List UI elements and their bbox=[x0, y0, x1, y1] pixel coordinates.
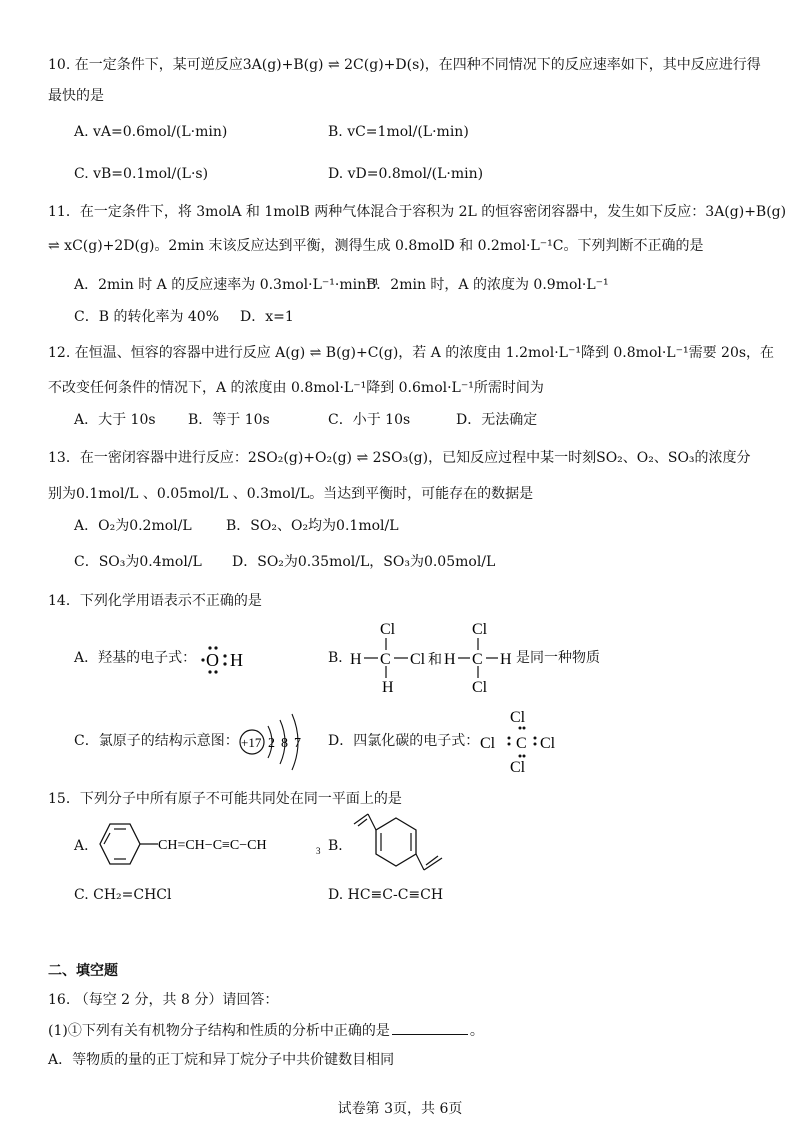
nucleus-charge: +17 bbox=[241, 735, 262, 750]
q15-stem: 15．下列分子中所有原子不可能共同处在同一平面上的是 bbox=[48, 791, 402, 807]
q12-option-c: C．小于 10s bbox=[328, 412, 411, 428]
atom-cl: Cl bbox=[410, 651, 426, 668]
atom-c: C bbox=[472, 651, 483, 668]
q13-option-c: C．SO₃为0.4mol/L bbox=[74, 554, 202, 570]
shell-3-electrons: 7 bbox=[294, 736, 301, 751]
q12-option-d: D．无法确定 bbox=[456, 412, 538, 428]
q10-line1: 10. 在一定条件下，某可逆反应3A(g)+B(g) ⇌ 2C(g)+D(s)，在四种不同情况下的反应速率如下，其中反应进行得 bbox=[48, 57, 761, 73]
hydrogen-atom: H bbox=[230, 650, 243, 670]
q14-option-d-label: D．四氯化碳的电子式： bbox=[328, 733, 480, 749]
atom-cl: Cl bbox=[510, 709, 526, 726]
chlorine-atom-structure-diagram bbox=[236, 712, 316, 772]
q13-line1: 13．在一密闭容器中进行反应：2SO₂(g)+O₂(g) ⇌ 2SO₃(g)，已知反应过程中某一时刻SO₂、O₂、SO₃的浓度分 bbox=[48, 450, 751, 466]
shell-2-electrons: 8 bbox=[281, 736, 288, 751]
q14-option-a-label: A．羟基的电子式： bbox=[74, 650, 197, 666]
q13-option-d: D．SO₂为0.35mol/L，SO₃为0.05mol/L bbox=[232, 554, 496, 570]
q11-option-a: A．2min 时 A 的反应速率为 0.3mol·L⁻¹·min⁻¹ bbox=[74, 277, 380, 293]
shell-1-electrons: 2 bbox=[268, 736, 275, 751]
hydroxyl-electron-formula bbox=[196, 636, 256, 680]
atom-c: C bbox=[516, 735, 527, 752]
q15-option-a-label: A． bbox=[74, 838, 99, 854]
q14-option-c-label: C．氯原子的结构示意图： bbox=[74, 733, 239, 749]
q14-option-b-tail: 是同一种物质 bbox=[516, 650, 600, 666]
q12-line2: 不改变任何条件的情况下，A 的浓度由 0.8mol·L⁻¹降到 0.6mol·L⁻¹所需时间为 bbox=[48, 380, 544, 396]
q14-option-b-label: B． bbox=[328, 650, 353, 666]
q12-line1: 12. 在恒温、恒容的容器中进行反应 A(g) ⇌ B(g)+C(g)，若 A 的浓度由 1.2mol·L⁻¹降到 0.8mol·L⁻¹需要 20s，在 bbox=[48, 345, 775, 361]
section-title-fill-in: 二、填空题 bbox=[48, 963, 118, 979]
q13-option-b: B．SO₂、O₂均为0.1mol/L bbox=[226, 518, 399, 534]
q10-option-b: B. vC=1mol/(L·min) bbox=[328, 124, 469, 140]
q16-line2-text: (1)①下列有关有机物分子结构和性质的分析中正确的是 bbox=[48, 1023, 390, 1039]
atom-cl: Cl bbox=[472, 621, 488, 638]
q15-option-c: C. CH₂=CHCl bbox=[74, 887, 172, 903]
q16-line2-end: 。 bbox=[469, 1023, 484, 1039]
q11-option-b: B．2min 时，A 的浓度为 0.9mol·L⁻¹ bbox=[366, 277, 609, 293]
q10-option-a: A. vA=0.6mol/(L·min) bbox=[74, 124, 228, 140]
and-text: 和 bbox=[428, 653, 442, 668]
q12-option-b: B．等于 10s bbox=[188, 412, 270, 428]
atom-cl: Cl bbox=[472, 679, 488, 696]
side-chain-text: CH=CH−C≡C−CH bbox=[158, 838, 267, 853]
q10-line2: 最快的是 bbox=[48, 88, 104, 104]
q11-line1: 11．在一定条件下，将 3molA 和 1molB 两种气体混合于容积为 2L 的恒容密闭容器中，发生如下反应：3A(g)+B(g) bbox=[48, 204, 787, 220]
atom-h: H bbox=[382, 679, 394, 696]
q15-option-b-label: B． bbox=[328, 838, 353, 854]
atom-cl: Cl bbox=[510, 759, 526, 776]
q14-stem: 14．下列化学用语表示不正确的是 bbox=[48, 593, 262, 609]
atom-cl: Cl bbox=[380, 621, 396, 638]
q11-line2: ⇌ xC(g)+2D(g)。2min 末该反应达到平衡，测得生成 0.8molD 和 0.2mol·L⁻¹C。下列判断不正确的是 bbox=[48, 238, 704, 254]
q13-option-a: A．O₂为0.2mol/L bbox=[74, 518, 192, 534]
atom-h: H bbox=[500, 651, 512, 668]
q10-option-d: D. vD=0.8mol/(L·min) bbox=[328, 166, 484, 182]
q11-option-c: C．B 的转化率为 40% bbox=[74, 309, 220, 325]
q16-line1: 16. （每空 2 分，共 8 分）请回答： bbox=[48, 992, 279, 1008]
methyl-subscript: 3 bbox=[316, 846, 321, 856]
atom-h: H bbox=[350, 651, 362, 668]
oxygen-atom: O bbox=[206, 650, 219, 670]
atom-c: C bbox=[380, 651, 391, 668]
q16-option-a: A．等物质的量的正丁烷和异丁烷分子中共价键数目相同 bbox=[48, 1052, 395, 1068]
page-footer: 试卷第 3页，共 6页 bbox=[337, 1101, 463, 1117]
phenyl-enyne-structure bbox=[96, 816, 326, 876]
q15-option-d: D. HC≡C-C≡CH bbox=[328, 887, 444, 903]
carbon-tetrachloride-electron-formula bbox=[478, 706, 568, 776]
q10-option-c: C. vB=0.1mol/(L·s) bbox=[74, 166, 209, 182]
atom-h: H bbox=[444, 651, 456, 668]
atom-cl: Cl bbox=[540, 735, 556, 752]
divinylbenzene-structure bbox=[350, 808, 470, 878]
q13-line2: 别为0.1mol/L 、0.05mol/L 、0.3mol/L。当达到平衡时，可能存在的数据是 bbox=[48, 486, 534, 502]
atom-cl: Cl bbox=[480, 735, 496, 752]
dichloromethane-structures bbox=[350, 618, 520, 698]
q12-option-a: A．大于 10s bbox=[74, 412, 156, 428]
q16-line2 bbox=[48, 1020, 484, 1041]
answer-blank[interactable] bbox=[392, 1020, 468, 1035]
q11-option-d: D．x=1 bbox=[240, 309, 294, 325]
